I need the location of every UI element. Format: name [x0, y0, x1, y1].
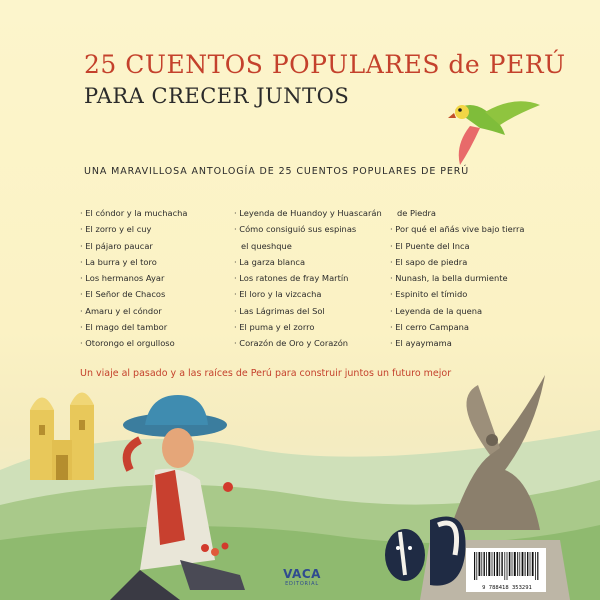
story-title: · Leyenda de la quena [390, 305, 483, 316]
story-title: · Los hermanos Ayar [80, 273, 165, 284]
story-list-column-1 [80, 208, 230, 355]
story-title: · El cóndor y la muchacha [80, 208, 188, 218]
isbn-barcode [466, 548, 546, 592]
story-title: · Los ratones de fray Martín [234, 273, 349, 284]
story-title-continued: el queshque [241, 240, 292, 251]
story-title: · Cómo consiguió sus espinas [234, 224, 357, 235]
barcode-bars [474, 552, 540, 580]
story-title: · Por qué el añás vive bajo tierra [390, 224, 525, 235]
isbn-number: 9 788418 353291 [482, 585, 532, 591]
story-title-continued: de Piedra [397, 208, 437, 218]
story-title: · Leyenda de Huandoy y Huascarán [234, 208, 382, 218]
book-subtitle-line: PARA CRECER JUNTOS [84, 84, 350, 108]
story-list-column-3 [390, 208, 540, 355]
story-title: · El ayaymama [390, 338, 452, 349]
story-title: · El pájaro paucar [80, 240, 153, 251]
story-title: · La burra y el toro [80, 256, 157, 267]
story-title: · El mago del tambor [80, 322, 168, 333]
publisher-mark: VACA [283, 567, 321, 581]
story-title: · El loro y la vizcacha [234, 289, 322, 300]
story-title: · La garza blanca [234, 256, 306, 267]
story-title: · Otorongo el orgulloso [80, 338, 175, 349]
story-title: · Amaru y el cóndor [80, 305, 162, 316]
publisher-logo [276, 568, 328, 594]
story-list-column-2 [234, 208, 396, 355]
story-title: · El Señor de Chacos [80, 289, 166, 300]
story-title: · Las Lágrimas del Sol [234, 305, 325, 316]
parrot-icon [448, 101, 540, 165]
story-title: · Espinito el tímido [390, 289, 468, 300]
story-title: · El zorro y el cuy [80, 224, 152, 235]
church-icon [30, 393, 94, 481]
book-title: 25 CUENTOS POPULARES de PERÚ [84, 50, 566, 79]
cover-tagline: Un viaje al pasado y a las raíces de Perú para construir juntos un futuro mejor [80, 368, 452, 379]
publisher-label: EDITORIAL [285, 581, 319, 587]
story-title: · Corazón de Oro y Corazón [234, 338, 349, 349]
story-title: · El Puente del Inca [390, 240, 470, 251]
story-title: · Nunash, la bella durmiente [390, 273, 508, 284]
story-title: · El puma y el zorro [234, 322, 315, 333]
story-title: · El sapo de piedra [390, 256, 468, 267]
story-title: · El cerro Campana [390, 322, 469, 333]
anthology-description: UNA MARAVILLOSA ANTOLOGÍA DE 25 CUENTOS POPULARES DE PERÚ [84, 166, 470, 177]
